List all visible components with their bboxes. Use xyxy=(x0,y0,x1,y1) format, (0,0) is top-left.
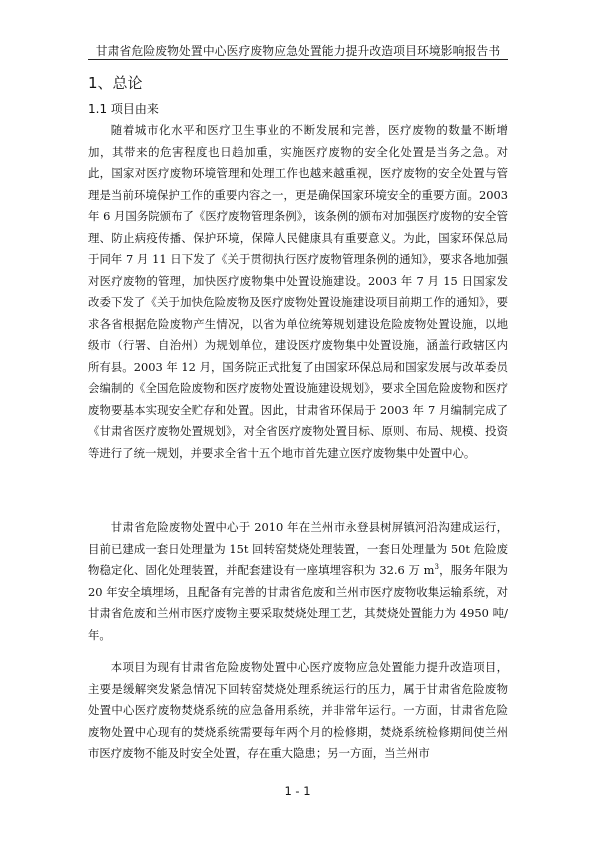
section-heading: 1、总论 xyxy=(88,74,143,92)
paragraph-2-part-b: ，服务年限为 20 年安全填埋场，且配备有完善的甘肃省危废和兰州市医疗废物收集运输系统，对甘肃省危废和兰州市医疗废物主要采取焚烧处理工艺，其焚烧处置能力为 4950 吨/年。 xyxy=(88,563,508,642)
running-header: 甘肃省危险废物处置中心医疗废物应急处置能力提升改造项目环境影响报告书 xyxy=(95,44,501,58)
superscript-cubic: 3 xyxy=(434,563,439,572)
paragraph-1: 随着城市化水平和医疗卫生事业的不断发展和完善，医疗废物的数量不断增加，其带来的危害程度也日趋加重，实施医疗废物的安全化处置是当务之急。对此，国家对医疗废物环境管理和处理工作也越来越重视，医疗废物的安全处置与管理是当前环境保护工作的重要内容之一，更是确保国家环境安全的重要方面。2003 年 6 月国务院颁布了《医疗废物管理条例》，该条例的颁布对加强医疗废物的安全管理、防止病疫传播、保护环境，保障人民健康具有重要意义。为此，国家环保总局于同年 7 月 11 日下发了《关于贯彻执行医疗废物管理条例的通知》，要求各地加强对医疗废物的管理，加快医疗废物集中处置设施建设。2003 年 7 月 15 日国家发改委下发了《关于加快危险废物及医疗废物处置设施建设项目前期工作的通知》，要求各省根据危险废物产生情况，以省为单位统筹规划建设危险废物处置设施，以地级市（行署、自治州）为规划单位，建设医疗废物集中处置设施，涵盖行政辖区内所有县。2003 年 12 月，国务院正式批复了由国家环保总局和国家发展与改革委员会编制的《全国危险废物和医疗废物处置设施建设规划》，要求全国危险废物和医疗废物要基本实现安全贮存和处置。因此，甘肃省环保局于 2003 年 7 月编制完成了《甘肃省医疗废物处置规划》，对全省医疗废物处置目标、原则、布局、规模、投资等进行了统一规划，并要求全省十五个地市首先建立医疗废物集中处置中心。 xyxy=(88,123,508,460)
paragraph-2-part-a: 甘肃省危险废物处置中心于 2010 年在兰州市永登县树屏镇河沿沟建成运行，目前已建成一套日处理量为 15t 回转窑焚烧处理装置，一套日处理量为 50t 危险废物稳定化、固化处理装置，并配套建设有一座填埋容积为 32.6 万 m xyxy=(88,520,508,577)
subsection-heading: 1.1 项目由来 xyxy=(88,102,159,116)
header-rule xyxy=(88,59,508,60)
page-number: 1 - 1 xyxy=(284,784,311,798)
paragraph-3: 本项目为现有甘肃省危险废物处置中心医疗废物应急处置能力提升改造项目，主要是缓解突发紧急情况下回转窑焚烧处理系统运行的压力，属于甘肃省危险废物处置中心医疗废物焚烧系统的应急备用系统，并非常年运行。一方面，甘肃省危险废物处置中心现有的焚烧系统需要每年两个月的检修期，焚烧系统检修期间使兰州市医疗废物不能及时安全处置，存在重大隐患；另一方面，当兰州市 xyxy=(88,660,508,760)
paragraph-2 xyxy=(88,517,508,646)
